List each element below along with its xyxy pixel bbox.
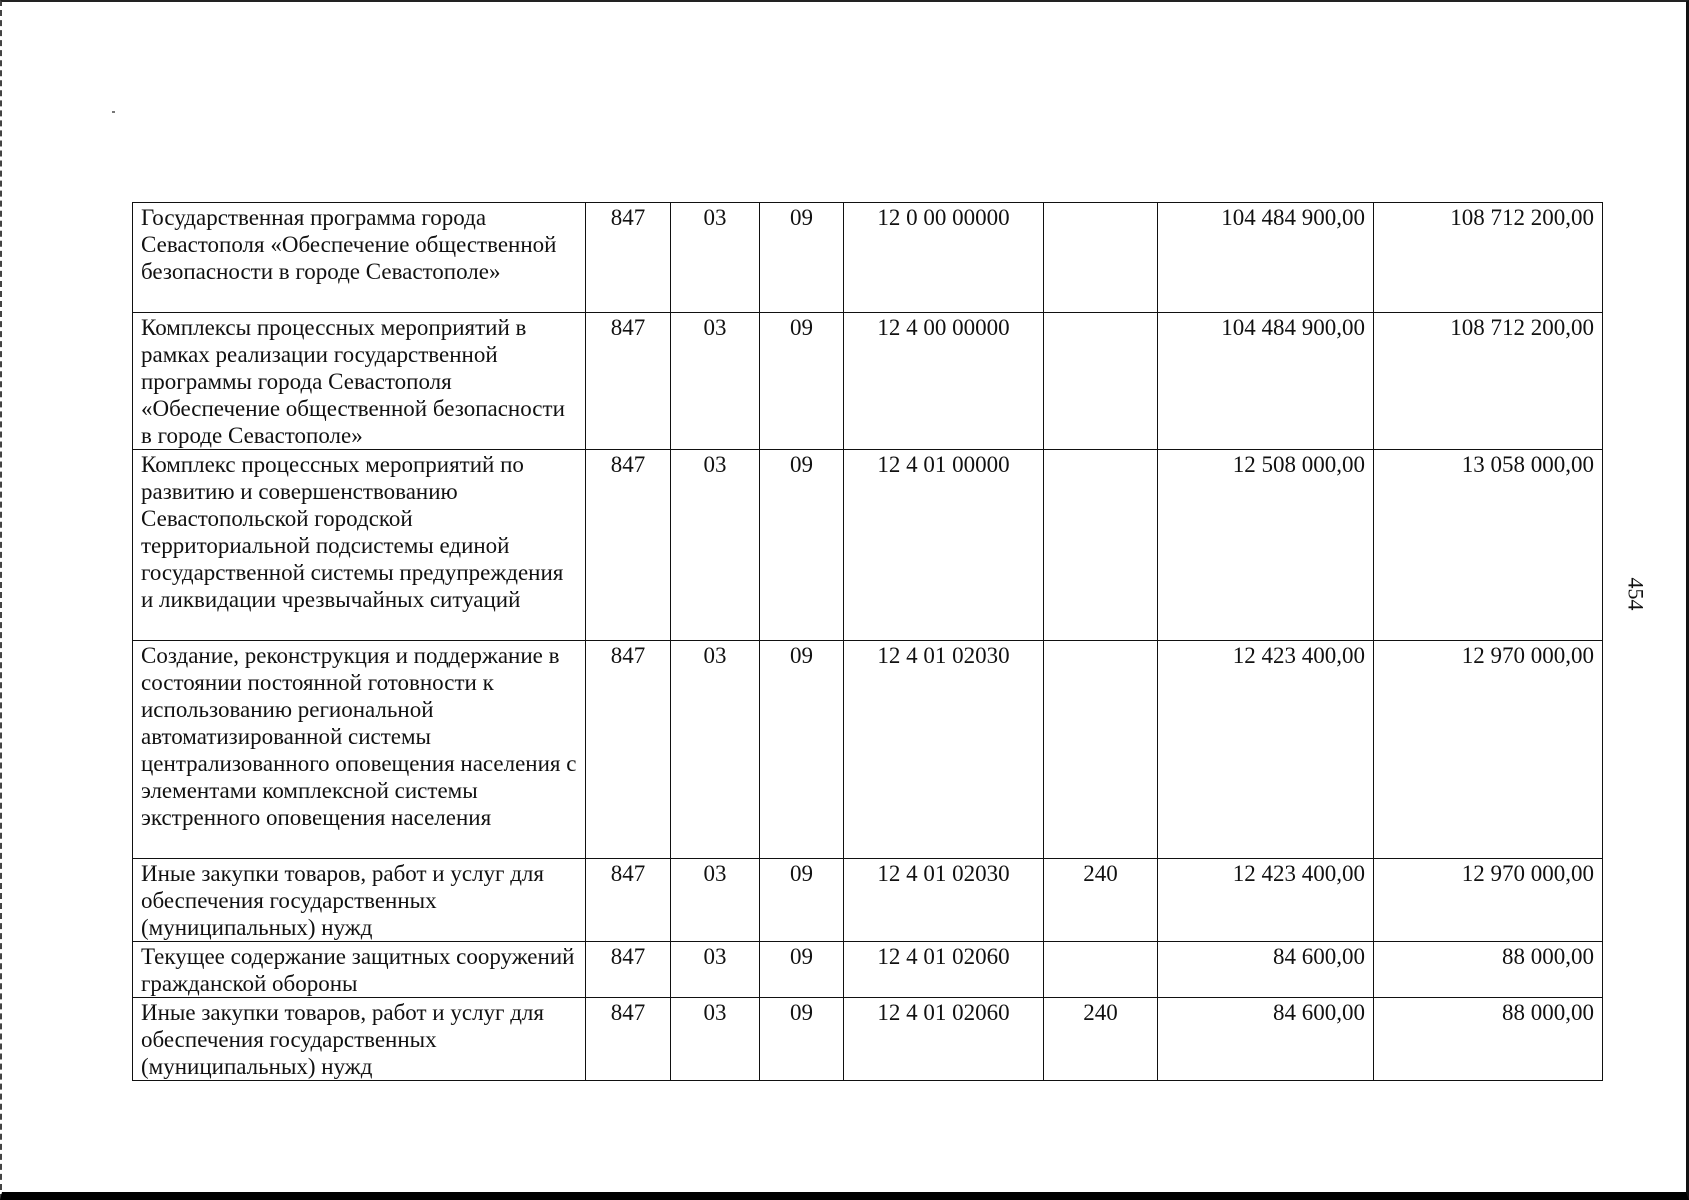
row-vr: [1044, 313, 1158, 450]
table-row: [133, 203, 1603, 313]
row-amount-2: 108 712 200,00: [1374, 313, 1603, 450]
row-rz: 03: [671, 942, 760, 998]
row-pr: 09: [760, 641, 844, 859]
row-csr: 12 4 01 02060: [844, 942, 1044, 998]
table-row: [133, 641, 1603, 859]
row-pr: 09: [760, 203, 844, 313]
row-vr: [1044, 450, 1158, 641]
row-amount-1: 84 600,00: [1158, 998, 1374, 1081]
row-vr: [1044, 641, 1158, 859]
row-grbs: 847: [586, 942, 671, 998]
row-amount-2: 88 000,00: [1374, 942, 1603, 998]
table-row: [133, 859, 1603, 942]
page-number: 454: [1623, 577, 1649, 611]
scan-speck: [112, 111, 115, 113]
row-name: Иные закупки товаров, работ и услуг для обеспечения государственных (муниципальных) нужд: [133, 859, 586, 942]
row-amount-2: 108 712 200,00: [1374, 203, 1603, 313]
table-row: [133, 942, 1603, 998]
row-vr: 240: [1044, 859, 1158, 942]
row-amount-1: 84 600,00: [1158, 942, 1374, 998]
row-vr: 240: [1044, 998, 1158, 1081]
row-csr: 12 4 01 02060: [844, 998, 1044, 1081]
row-pr: 09: [760, 450, 844, 641]
row-name: Создание, реконструкция и поддержание в состоянии постоянной готовности к использованию региональной автоматизированной системы централизованного оповещения населения с элементами комплексной системы экстренного оповещения населения: [133, 641, 586, 859]
row-grbs: 847: [586, 641, 671, 859]
row-name: Иные закупки товаров, работ и услуг для обеспечения государственных (муниципальных) нужд: [133, 998, 586, 1081]
row-grbs: 847: [586, 859, 671, 942]
row-rz: 03: [671, 203, 760, 313]
row-csr: 12 0 00 00000: [844, 203, 1044, 313]
row-amount-1: 12 508 000,00: [1158, 450, 1374, 641]
row-amount-2: 13 058 000,00: [1374, 450, 1603, 641]
row-amount-2: 12 970 000,00: [1374, 641, 1603, 859]
table-row: [133, 998, 1603, 1081]
row-pr: 09: [760, 998, 844, 1081]
row-amount-2: 12 970 000,00: [1374, 859, 1603, 942]
row-name: Комплекс процессных мероприятий по развитию и совершенствованию Севастопольской городской территориальной подсистемы единой государственной системы предупреждения и ликвидации чрезвычайных ситуаций: [133, 450, 586, 641]
row-amount-1: 104 484 900,00: [1158, 203, 1374, 313]
row-csr: 12 4 00 00000: [844, 313, 1044, 450]
table-row: [133, 313, 1603, 450]
row-pr: 09: [760, 859, 844, 942]
row-vr: [1044, 203, 1158, 313]
table-row: [133, 450, 1603, 641]
row-name: Государственная программа города Севастополя «Обеспечение общественной безопасности в городе Севастополе»: [133, 203, 586, 313]
row-csr: 12 4 01 00000: [844, 450, 1044, 641]
row-vr: [1044, 942, 1158, 998]
row-amount-1: 12 423 400,00: [1158, 859, 1374, 942]
row-amount-1: 12 423 400,00: [1158, 641, 1374, 859]
row-name: Комплексы процессных мероприятий в рамках реализации государственной программы города Севастополя «Обеспечение общественной безопасности в городе Севастополе»: [133, 313, 586, 450]
row-csr: 12 4 01 02030: [844, 859, 1044, 942]
row-amount-2: 88 000,00: [1374, 998, 1603, 1081]
row-rz: 03: [671, 859, 760, 942]
row-grbs: 847: [586, 313, 671, 450]
row-rz: 03: [671, 998, 760, 1081]
row-rz: 03: [671, 450, 760, 641]
row-csr: 12 4 01 02030: [844, 641, 1044, 859]
row-rz: 03: [671, 641, 760, 859]
row-rz: 03: [671, 313, 760, 450]
row-pr: 09: [760, 942, 844, 998]
row-grbs: 847: [586, 998, 671, 1081]
row-grbs: 847: [586, 203, 671, 313]
budget-table: [132, 202, 1603, 1081]
row-pr: 09: [760, 313, 844, 450]
row-name: Текущее содержание защитных сооружений гражданской обороны: [133, 942, 586, 998]
row-grbs: 847: [586, 450, 671, 641]
row-amount-1: 104 484 900,00: [1158, 313, 1374, 450]
